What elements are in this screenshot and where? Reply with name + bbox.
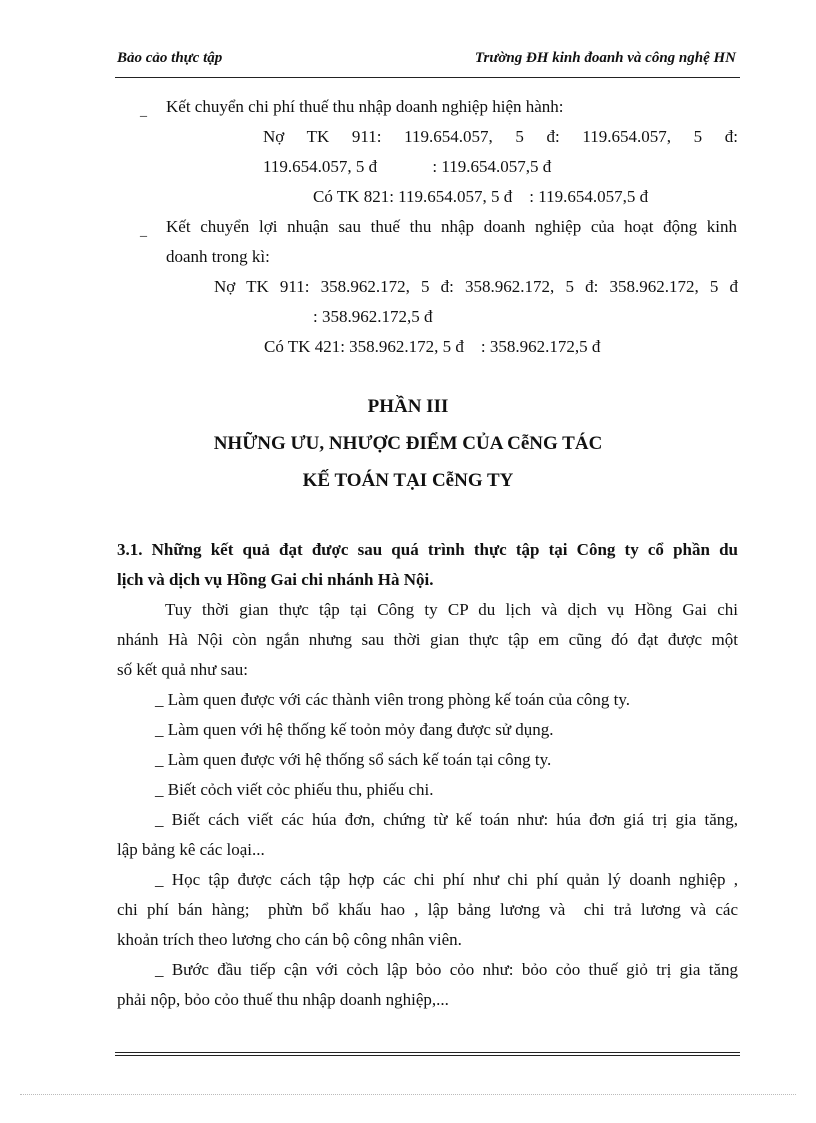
result-item: _ Bước đầu tiếp cận với cỏch lập bỏo cỏo như: bỏo cỏo thuế giỏ trị gia tăng — [155, 960, 738, 979]
paragraph-line-3: số kết quả như sau: — [117, 660, 249, 679]
paragraph-line-1: Tuy thời gian thực tập tại Công ty CP du lịch và dịch vụ Hồng Gai chi — [165, 600, 738, 619]
result-item-cont: phải nộp, bỏo cỏo thuế thu nhập doanh nghiệp,... — [117, 990, 449, 1009]
part-title-line-2: KẾ TOÁN TẠI CễNG TY — [302, 470, 514, 491]
page-header-right: Trường ĐH kinh đoanh và công nghệ HN — [474, 50, 736, 66]
result-item: _ Làm quen được với hệ thống sổ sách kế toán tại công ty. — [155, 750, 552, 769]
result-item-cont: chi phí bán hàng; phừn bổ khấu hao , lập bảng lương và chi trả lương và các — [117, 900, 738, 919]
bullet-dash: _ — [140, 104, 147, 119]
result-item: _ Biết cách viết các húa đơn, chứng từ kế toán như: húa đơn giá trị gia tăng, — [155, 810, 738, 829]
part-title-line-1: NHỮNG ƯU, NHƯỢC ĐIỂM CỦA CễNG TÁC — [213, 433, 603, 454]
tax-debit-line-2: 119.654.057, 5 đ : 119.654.057,5 đ — [263, 157, 552, 176]
profit-debit-line-1: Nợ TK 911: 358.962.172, 5 đ: 358.962.172, 5 đ: 358.962.172, 5 đ — [214, 277, 738, 296]
footer-rule — [115, 1055, 740, 1056]
result-item-cont: khoản trích theo lương cho cán bộ công nhân viên. — [117, 930, 462, 949]
tax-transfer-intro: Kết chuyển chi phí thuế thu nhập doanh nghiệp hiện hành: — [166, 97, 564, 116]
result-item: _ Học tập được cách tập hợp các chi phí như chi phí quản lý doanh nghiệp , — [155, 870, 738, 889]
result-item: _ Biết cỏch viết cỏc phiếu thu, phiếu chi. — [155, 780, 434, 799]
result-item: _ Làm quen được với các thành viên trong phòng kế toán của công ty. — [155, 690, 631, 709]
profit-transfer-intro-1: Kết chuyển lợi nhuận sau thuế thu nhập doanh nghiệp của hoạt động kinh — [166, 217, 737, 236]
section-heading-2: lịch và dịch vụ Hồng Gai chi nhánh Hà Nội. — [117, 570, 434, 589]
footer-rule — [115, 1052, 740, 1053]
result-item: _ Làm quen với hệ thống kế toỏn mỏy đang được sử dụng. — [155, 720, 554, 739]
page-edge — [20, 1094, 796, 1095]
tax-credit-line: Có TK 821: 119.654.057, 5 đ : 119.654.057,5 đ — [313, 187, 649, 206]
tax-debit-line-1: Nợ TK 911: 119.654.057, 5 đ: 119.654.057, 5 đ: — [263, 127, 738, 146]
profit-debit-line-2: : 358.962.172,5 đ — [313, 307, 433, 326]
section-heading-1: 3.1. Những kết quả đạt được sau quá trình thực tập tại Công ty cổ phần du — [117, 540, 738, 559]
header-rule — [115, 77, 740, 78]
bullet-dash: _ — [140, 224, 147, 239]
result-item-cont: lập bảng kê các loại... — [117, 840, 265, 859]
part-number: PHẦN III — [367, 396, 449, 417]
profit-transfer-intro-2: doanh trong kì: — [166, 247, 270, 266]
page-header-left: Bảo cảo thực tập — [117, 50, 223, 66]
profit-credit-line: Có TK 421: 358.962.172, 5 đ : 358.962.172,5 đ — [264, 337, 601, 356]
paragraph-line-2: nhánh Hà Nội còn ngắn nhưng sau thời gian thực tập em cũng đó đạt được một — [117, 630, 738, 649]
